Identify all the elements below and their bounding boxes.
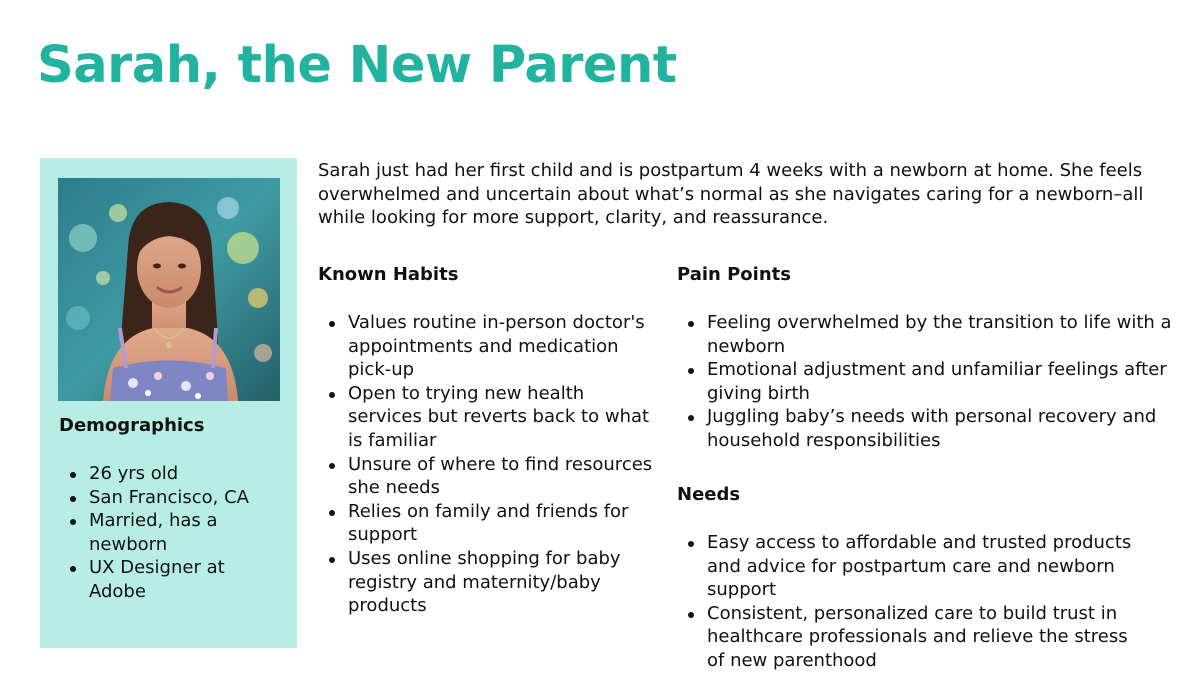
list-item: Easy access to affordable and trusted products and advice for postpartum care and newborn support bbox=[707, 531, 1147, 602]
list-item: Uses online shopping for baby registry and maternity/baby products bbox=[348, 547, 663, 618]
list-item: Open to trying new health services but reverts back to what is familiar bbox=[348, 382, 663, 453]
persona-panel bbox=[40, 158, 297, 648]
persona-summary: Sarah just had her first child and is postpartum 4 weeks with a newborn at home. She feels overwhelmed and uncertain about what’s normal as she navigates caring for a newborn–all while looking for more support, clarity, and reassurance. bbox=[318, 160, 1144, 229]
pain-points-section bbox=[677, 263, 1177, 453]
list-item: 26 yrs old bbox=[89, 462, 284, 486]
list-item: Feeling overwhelmed by the transition to life with a newborn bbox=[707, 311, 1177, 358]
needs-list bbox=[677, 531, 1147, 673]
needs-section bbox=[677, 483, 1147, 673]
demographics-list bbox=[59, 462, 284, 604]
needs-heading: Needs bbox=[677, 484, 741, 505]
list-item: Emotional adjustment and unfamiliar feelings after giving birth bbox=[707, 358, 1177, 405]
list-item: Juggling baby’s needs with personal recovery and household responsibilities bbox=[707, 405, 1177, 452]
known-habits-list bbox=[318, 311, 663, 618]
list-item: Relies on family and friends for support bbox=[348, 500, 663, 547]
page-title: Sarah, the New Parent bbox=[37, 36, 677, 95]
demographics-section bbox=[59, 414, 284, 604]
pain-points-list bbox=[677, 311, 1177, 453]
list-item: Married, has a newborn bbox=[89, 509, 284, 556]
known-habits-section bbox=[318, 263, 663, 618]
list-item: Unsure of where to find resources she needs bbox=[348, 453, 663, 500]
list-item: UX Designer at Adobe bbox=[89, 556, 284, 603]
list-item: Values routine in-person doctor's appointments and medication pick-up bbox=[348, 311, 663, 382]
demographics-heading: Demographics bbox=[59, 415, 205, 436]
list-item: Consistent, personalized care to build trust in healthcare professionals and relieve the stress of new parenthood bbox=[707, 602, 1147, 673]
pain-points-heading: Pain Points bbox=[677, 264, 791, 285]
persona-photo bbox=[58, 178, 280, 401]
known-habits-heading: Known Habits bbox=[318, 264, 459, 285]
list-item: San Francisco, CA bbox=[89, 486, 284, 510]
